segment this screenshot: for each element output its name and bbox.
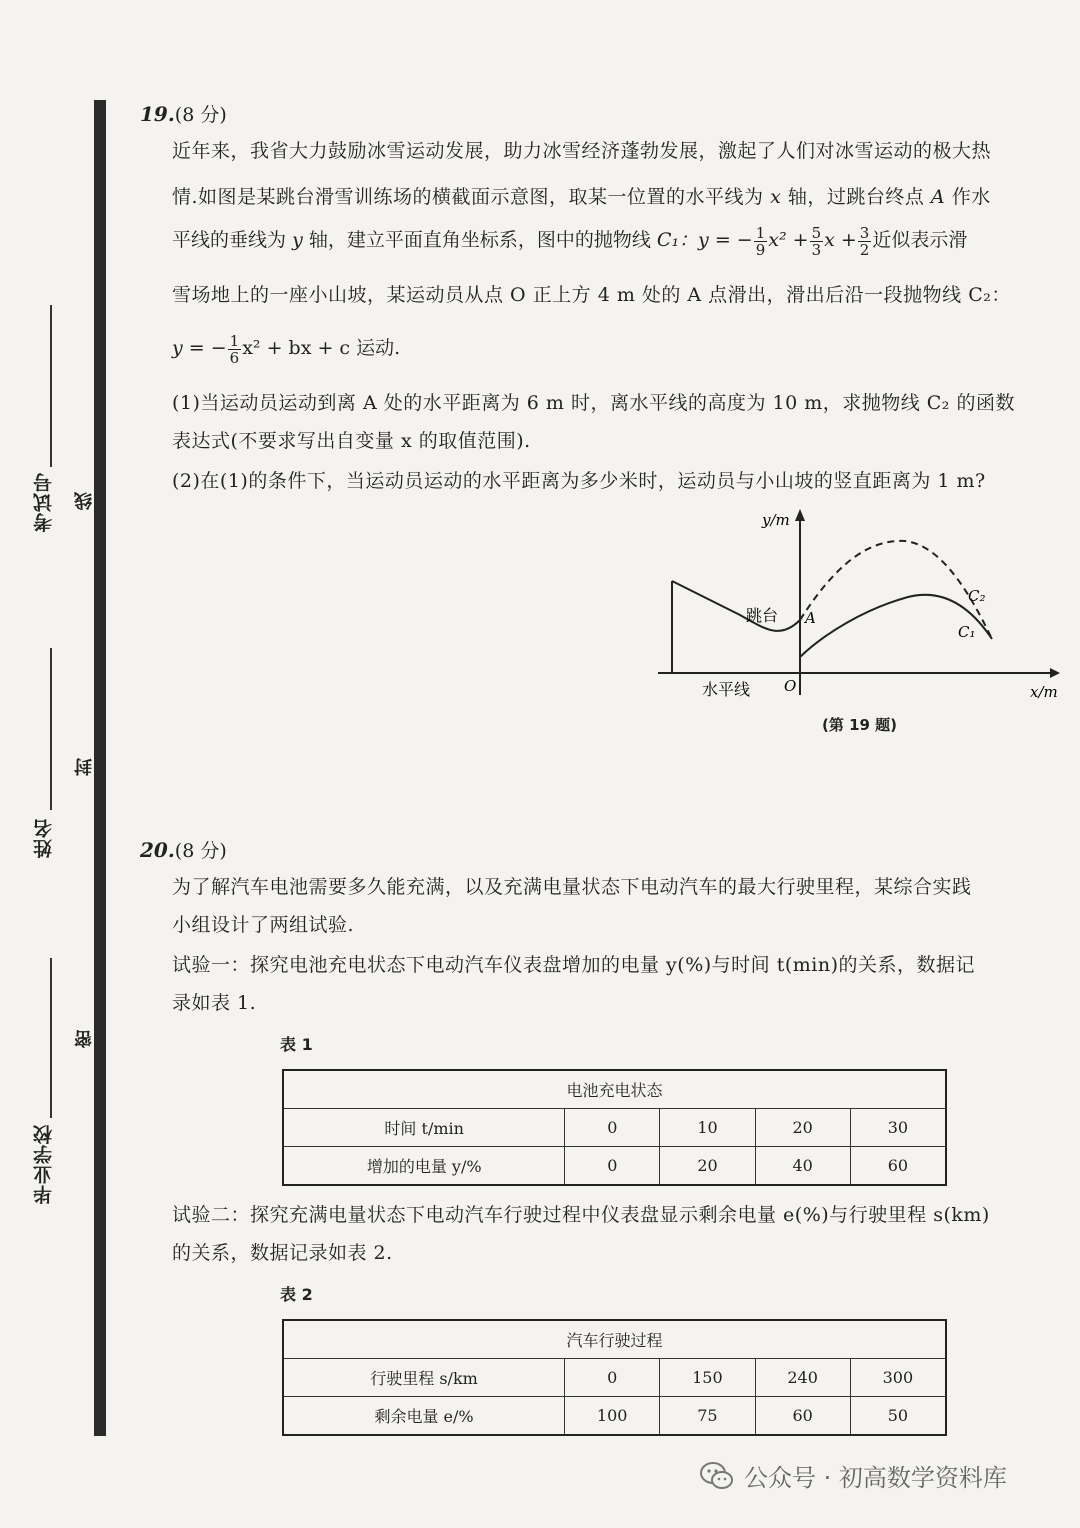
table-cell: 40 bbox=[755, 1147, 850, 1186]
school-label: 毕业学校 bbox=[33, 1124, 55, 1204]
table-cell: 行驶里程 s/km bbox=[283, 1359, 565, 1397]
q19-line-4: 雪场地上的一座小山坡，某运动员从点 O 正上方 4 m 处的 A 点滑出，滑出后沿一段抛物线 C₂： bbox=[172, 284, 1011, 306]
c1-label: C₁ bbox=[958, 623, 976, 641]
seal-seal-mark: 封 bbox=[74, 758, 95, 776]
ski-jump-slope bbox=[672, 581, 800, 631]
y-axis-arrow bbox=[795, 509, 805, 521]
point-a-label: A bbox=[805, 609, 816, 627]
q20-heading bbox=[140, 836, 227, 863]
q20-score: (8 分) bbox=[174, 840, 227, 862]
table-cell: 240 bbox=[755, 1359, 850, 1397]
q19-heading bbox=[140, 100, 227, 127]
table-cell: 20 bbox=[755, 1109, 850, 1147]
table-cell: 100 bbox=[565, 1397, 660, 1436]
table-cell: 60 bbox=[850, 1147, 946, 1186]
origin-label: O bbox=[784, 677, 797, 695]
table-cell: 0 bbox=[565, 1109, 660, 1147]
name-label: 姓名 bbox=[33, 818, 55, 858]
table-row bbox=[283, 1109, 946, 1147]
table-1 bbox=[282, 1069, 947, 1186]
q19-subquestion-2: (2)在(1)的条件下，当运动员运动的水平距离为多少米时，运动员与小山坡的竖直距离为 1 m? bbox=[172, 470, 986, 492]
fraction-1-9: $\frac{1}{9}$ bbox=[755, 223, 766, 259]
table-cell: 剩余电量 e/% bbox=[283, 1397, 565, 1436]
platform-label: 跳台 bbox=[746, 606, 779, 625]
table2-header: 汽车行驶过程 bbox=[283, 1320, 946, 1359]
table-cell: 增加的电量 y/% bbox=[283, 1147, 565, 1186]
table-cell: 0 bbox=[565, 1147, 660, 1186]
q19-intro bbox=[172, 132, 1062, 216]
table-cell: 75 bbox=[660, 1397, 755, 1436]
q19-score: (8 分) bbox=[174, 104, 227, 126]
exam-number-field[interactable] bbox=[50, 305, 52, 467]
wechat-icon bbox=[700, 1461, 734, 1491]
q19-line-5: y = − $\frac{1}{6}$ x² + bx + c 运动. bbox=[172, 331, 401, 367]
q19-figure bbox=[650, 505, 1070, 705]
table1-caption: 表 1 bbox=[280, 1035, 313, 1054]
q20-experiment-1: 试验一：探究电池充电状态下电动汽车仪表盘增加的电量 y(%)与时间 t(min)的关系，数据记 录如表 1. bbox=[172, 954, 975, 1014]
table-cell: 300 bbox=[850, 1359, 946, 1397]
figure-caption: (第 19 题) bbox=[822, 716, 898, 734]
watermark bbox=[700, 1458, 1007, 1493]
table-cell: 20 bbox=[660, 1147, 755, 1186]
x-axis-label: x/m bbox=[1030, 683, 1058, 701]
table-cell: 30 bbox=[850, 1109, 946, 1147]
c2-label: C₂ bbox=[968, 587, 986, 605]
horizontal-line-label: 水平线 bbox=[702, 680, 751, 699]
table-cell: 150 bbox=[660, 1359, 755, 1397]
q19-line-2: 情.如图是某跳台滑雪训练场的横截面示意图，取某一位置的水平线为 x 轴，过跳台终点 A 作水 bbox=[172, 186, 991, 208]
table-cell: 60 bbox=[755, 1397, 850, 1436]
q19-line-1: 近年来，我省大力鼓励冰雪运动发展，助力冰雪经济蓬勃发展，激起了人们对冰雪运动的极大热 bbox=[172, 140, 992, 162]
table-cell: 0 bbox=[565, 1359, 660, 1397]
q19-line-3: 平线的垂线为 y 轴，建立平面直角坐标系，图中的抛物线 C₁：y = − $\frac{1}{9}$ x² + $\frac{5}{3}$ x + $\frac{3}{2}$ 近似表示滑 bbox=[172, 223, 968, 259]
q19-subquestion-1: (1)当运动员运动到离 A 处的水平距离为 6 m 时，离水平线的高度为 10 m，求抛物线 C₂ 的函数 表达式(不要求写出自变量 x 的取值范围). bbox=[172, 392, 1015, 452]
table-row bbox=[283, 1397, 946, 1436]
name-field[interactable] bbox=[50, 648, 52, 810]
table2-caption: 表 2 bbox=[280, 1285, 313, 1304]
seal-close-mark: 密 bbox=[74, 1030, 95, 1048]
fraction-3-2: $\frac{3}{2}$ bbox=[859, 223, 870, 259]
school-field[interactable] bbox=[50, 958, 52, 1118]
table-row bbox=[283, 1359, 946, 1397]
y-axis-label: y/m bbox=[762, 511, 790, 529]
seal-line-mark: 线 bbox=[74, 492, 95, 510]
table-cell: 10 bbox=[660, 1109, 755, 1147]
table-2 bbox=[282, 1319, 947, 1436]
fraction-1-6: $\frac{1}{6}$ bbox=[229, 331, 240, 367]
table1-header: 电池充电状态 bbox=[283, 1070, 946, 1109]
q20-experiment-2: 试验二：探究充满电量状态下电动汽车行驶过程中仪表盘显示剩余电量 e(%)与行驶里程 s(km) 的关系，数据记录如表 2. bbox=[172, 1204, 990, 1264]
table-cell: 50 bbox=[850, 1397, 946, 1436]
exam-number-label: 考试号 bbox=[33, 472, 55, 532]
q19-number: 19. bbox=[140, 102, 175, 126]
q20-intro: 为了解汽车电池需要多久能充满，以及充满电量状态下电动汽车的最大行驶里程，某综合实践 小组设计了两组试验. bbox=[172, 876, 972, 936]
fraction-5-3: $\frac{5}{3}$ bbox=[811, 223, 822, 259]
table-cell: 时间 t/min bbox=[283, 1109, 565, 1147]
table-row bbox=[283, 1147, 946, 1186]
q20-number: 20. bbox=[140, 838, 175, 862]
watermark-text: 公众号 · 初高数学资料库 bbox=[744, 1464, 1007, 1492]
x-axis-arrow bbox=[1050, 668, 1060, 678]
